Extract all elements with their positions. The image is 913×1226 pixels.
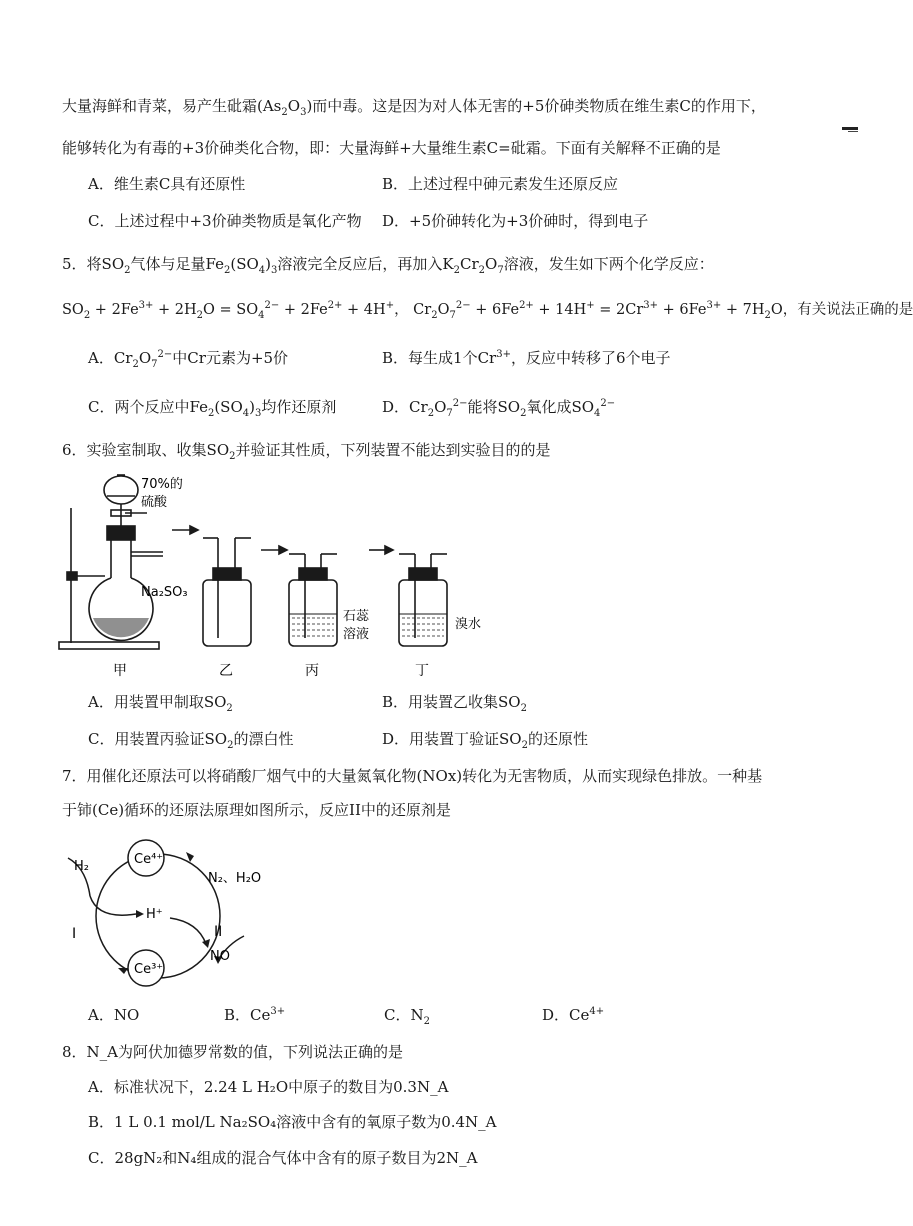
margin-mark-2	[848, 131, 858, 132]
q8-option-b[interactable]: B．1 L 0.1 mol/L Na₂SO₄溶液中含有的氧原子数为0.4N_A	[88, 1113, 497, 1131]
flask-stopper	[107, 526, 135, 540]
q6-apparatus-figure	[55, 468, 525, 683]
h2-label: H₂	[74, 859, 89, 874]
acid-label-1: 70%的	[141, 477, 183, 492]
q7-option-b[interactable]: B．$Ce^{3+}$	[224, 1006, 286, 1024]
q7-line1: 7．用催化还原法可以将硝酸厂烟气中的大量氮氧化物(NOx)转化为无害物质，从而实现绿色排放。一种基	[62, 767, 763, 785]
funnel-bulb	[104, 476, 138, 504]
reaction-ii-label: II	[214, 924, 223, 940]
q4-line2: 能够转化为有毒的+3价砷类化合物，即：大量海鲜+大量维生素C=砒霜。下面有关解释不正确的是	[62, 139, 721, 157]
q8-stem: 8．N_A为阿伏加德罗常数的值，下列说法正确的是	[62, 1043, 404, 1061]
q4-option-a[interactable]: A．维生素C具有还原性	[88, 175, 246, 193]
no-label: NO	[210, 949, 230, 964]
label-bing: 丙	[305, 663, 319, 679]
label-jia: 甲	[113, 663, 127, 679]
ce3-label: Ce³⁺	[134, 962, 164, 977]
label-ding: 丁	[415, 663, 429, 679]
label-yi: 乙	[219, 663, 233, 679]
products-label: N₂、H₂O	[208, 871, 262, 886]
q5-equations: $SO_2 + 2Fe^{3+} + 2H_2O = SO_4^{2-} + 2Fe^{2+} + 4H^+$， $Cr_2O_7^{2-} + 6Fe^{2+} + 14H^+ = 2Cr^{3+} + 6Fe^{3+} + 7H_2O$，有关说法正确的是	[62, 300, 913, 321]
salt-label: Na₂SO₃	[141, 585, 188, 600]
q4-option-b[interactable]: B．上述过程中砷元素发生还原反应	[382, 175, 619, 193]
clamp-knob	[67, 572, 77, 580]
q6-option-c[interactable]: C．用装置丙验证$SO_2$的漂白性	[88, 730, 294, 751]
q6-stem: 6．实验室制取、收集$SO_2$并验证其性质，下列装置不能达到实验目的的是	[62, 441, 551, 462]
q6-option-b[interactable]: B．用装置乙收集$SO_2$	[382, 693, 527, 714]
q7-option-c[interactable]: C．$N_2$	[384, 1006, 430, 1027]
litmus-label-2: 溶液	[343, 627, 370, 642]
q4-option-d[interactable]: D．+5价砷转化为+3价砷时，得到电子	[382, 212, 649, 230]
bromine-label: 溴水	[455, 617, 482, 632]
q7-line2: 于铈(Ce)循环的还原法原理如图所示，反应II中的还原剂是	[62, 801, 451, 819]
ce4-label: Ce⁴⁺	[134, 852, 164, 867]
q8-option-c[interactable]: C．28gN₂和N₄组成的混合气体中含有的原子数目为2N_A	[88, 1149, 478, 1167]
q6-option-a[interactable]: A．用装置甲制取$SO_2$	[88, 693, 233, 714]
stand-base	[59, 642, 159, 649]
margin-mark	[842, 127, 858, 130]
q7-cycle-diagram	[58, 836, 298, 986]
hplus-label: H⁺	[146, 907, 163, 922]
q4-line1: 大量海鲜和青菜，易产生砒霜$(As_2O_3)$而中毒。这是因为对人体无害的+5价砷类物质在维生素C的作用下，	[62, 97, 766, 118]
q7-option-d[interactable]: D．$Ce^{4+}$	[542, 1006, 605, 1024]
q5-option-c[interactable]: C．两个反应中$Fe_2(SO_4)_3$均作还原剂	[88, 398, 337, 419]
reaction-i-label: I	[72, 926, 77, 942]
q5-option-a[interactable]: A．$Cr_2O_7^{2-}$中Cr元素为+5价	[88, 349, 289, 370]
bottle-yi	[203, 580, 251, 646]
acid-label-2: 硫酸	[141, 495, 168, 510]
q8-option-a[interactable]: A．标准状况下，2.24 L H₂O中原子的数目为0.3N_A	[88, 1078, 449, 1096]
q4-option-c[interactable]: C．上述过程中+3价砷类物质是氧化产物	[88, 212, 362, 230]
q6-option-d[interactable]: D．用装置丁验证$SO_2$的还原性	[382, 730, 588, 751]
litmus-label-1: 石蕊	[343, 609, 370, 624]
q5-option-d[interactable]: D．$Cr_2O_7^{2-}$能将$SO_2$氧化成$SO_4^{2-}$	[382, 398, 616, 419]
q5-stem: 5．将$SO_2$气体与足量$Fe_2(SO_4)_3$溶液完全反应后，再加入$K_2Cr_2O_7$溶液，发生如下两个化学反应：	[62, 255, 714, 276]
q5-option-b[interactable]: B．每生成1个$Cr^{3+}$，反应中转移了6个电子	[382, 349, 671, 367]
q7-option-a[interactable]: A．NO	[88, 1006, 140, 1024]
